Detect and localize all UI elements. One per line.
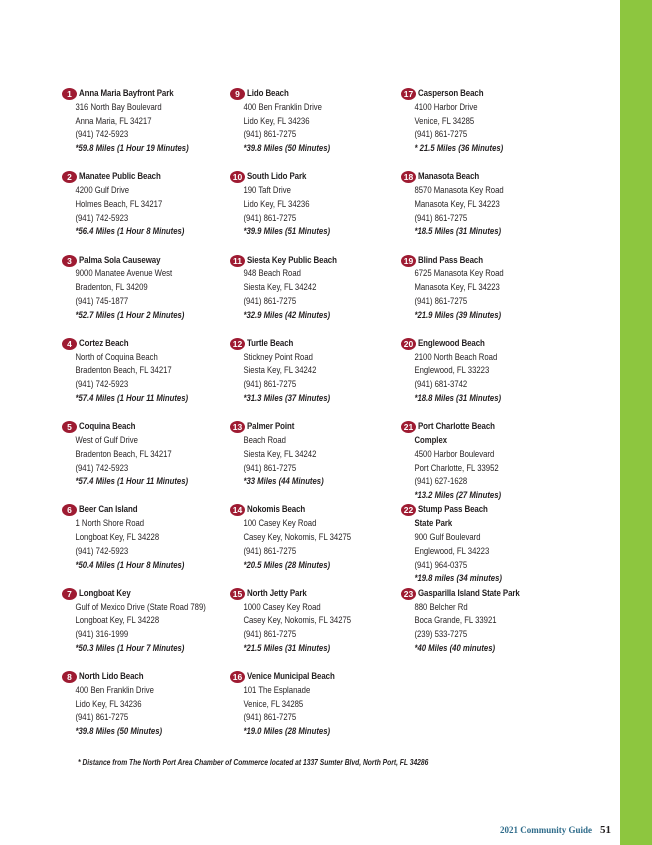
beach-city: Holmes Beach, FL 34217 xyxy=(75,198,163,209)
beach-entry-header xyxy=(62,670,227,684)
beach-entry xyxy=(230,587,395,670)
beach-city: Anna Maria, FL 34217 xyxy=(75,115,152,126)
beach-entry xyxy=(230,337,395,420)
beach-name: Anna Maria Bayfront Park xyxy=(79,88,174,98)
number-badge: 2 xyxy=(62,171,77,183)
beach-city: Bradenton, FL 34209 xyxy=(75,282,148,293)
beach-entry xyxy=(401,337,566,420)
beach-city: Manasota Key, FL 34223 xyxy=(414,198,500,209)
beach-phone: (941) 861-7275 xyxy=(414,129,468,140)
beach-phone: (941) 861-7275 xyxy=(243,379,297,390)
beach-phone: (941) 742-5923 xyxy=(75,545,129,556)
beach-entry-header xyxy=(401,503,566,517)
beach-entry-header xyxy=(230,587,395,601)
beach-name: North Jetty Park xyxy=(247,587,307,598)
beach-city: Lido Key, FL 34236 xyxy=(75,698,142,709)
beach-distance: *19.0 Miles (28 Minutes) xyxy=(243,726,331,737)
beach-address: 9000 Manatee Avenue West xyxy=(75,268,173,279)
number-badge: 6 xyxy=(62,504,77,516)
beach-phone: (941) 861-7275 xyxy=(243,545,297,556)
beach-address: 1 North Shore Road xyxy=(75,518,145,529)
beach-entry-header xyxy=(401,337,566,351)
beach-entry xyxy=(62,337,227,420)
beach-distance: *21.9 Miles (39 Minutes) xyxy=(414,309,502,320)
beach-phone: (941) 627-1628 xyxy=(414,476,468,487)
beach-city: Boca Grande, FL 33921 xyxy=(414,615,497,626)
beach-distance: *52.7 Miles (1 Hour 2 Minutes) xyxy=(75,309,185,320)
beach-address: Beach Road xyxy=(243,434,286,445)
beach-entry xyxy=(62,87,227,170)
beach-address: West of Gulf Drive xyxy=(75,434,138,445)
number-badge: 15 xyxy=(230,588,245,600)
beach-column-3 xyxy=(401,87,566,670)
beach-city: Manasota Key, FL 34223 xyxy=(414,282,500,293)
beach-city: Siesta Key, FL 34242 xyxy=(243,282,317,293)
beach-distance: *33 Miles (44 Minutes) xyxy=(243,476,324,487)
beach-entry-header xyxy=(62,87,227,101)
beach-column-2 xyxy=(230,87,395,753)
beach-name: Nokomis Beach xyxy=(247,504,306,515)
beach-name: South Lido Park xyxy=(247,171,307,182)
beach-address: 2100 North Beach Road xyxy=(414,351,498,362)
page-footer xyxy=(500,824,611,836)
beach-entry-header xyxy=(401,170,566,184)
beach-entry-header xyxy=(62,587,227,601)
beach-name: Manasota Beach xyxy=(418,171,480,182)
beach-entry-header xyxy=(401,254,566,268)
beach-entry xyxy=(401,170,566,253)
number-badge: 17 xyxy=(401,88,416,100)
beach-distance: *18.5 Miles (31 Minutes) xyxy=(414,226,502,237)
beach-address: 101 The Esplanade xyxy=(243,684,311,695)
beach-phone: (941) 964-0375 xyxy=(414,559,468,570)
beach-address: Gulf of Mexico Drive (State Road 789) xyxy=(75,601,206,612)
number-badge: 1 xyxy=(62,88,77,100)
beach-phone: (941) 861-7275 xyxy=(243,295,297,306)
beach-name: Turtle Beach xyxy=(247,337,294,348)
beach-entry xyxy=(401,87,566,170)
number-badge: 5 xyxy=(62,421,77,433)
beach-entry xyxy=(230,503,395,586)
beach-entry xyxy=(62,170,227,253)
beach-address: 400 Ben Franklin Drive xyxy=(243,101,322,112)
beach-address: 948 Beach Road xyxy=(243,268,301,279)
beach-distance: *57.4 Miles (1 Hour 11 Minutes) xyxy=(75,393,189,404)
number-badge: 11 xyxy=(230,255,245,267)
beach-address: 900 Gulf Boulevard xyxy=(414,532,481,543)
beach-phone: (941) 742-5923 xyxy=(75,129,129,140)
beach-distance: *57.4 Miles (1 Hour 11 Minutes) xyxy=(75,476,189,487)
beach-address: 190 Taft Drive xyxy=(243,185,291,196)
beach-name: Port Charlotte Beach xyxy=(418,421,495,432)
beach-phone: (941) 742-5923 xyxy=(75,379,129,390)
beach-entry-header xyxy=(401,587,566,601)
beach-city: Englewood, FL 34223 xyxy=(414,545,490,556)
beach-city: Lido Key, FL 34236 xyxy=(243,115,310,126)
beach-entry xyxy=(62,503,227,586)
beach-city: Siesta Key, FL 34242 xyxy=(243,448,317,459)
beach-name: Englewood Beach xyxy=(418,337,485,348)
beach-distance: *31.3 Miles (37 Minutes) xyxy=(243,393,331,404)
beach-name: Venice Municipal Beach xyxy=(247,671,335,682)
beach-distance: *59.8 Miles (1 Hour 19 Minutes) xyxy=(75,143,189,154)
guide-title: 2021 Community Guide xyxy=(499,825,592,835)
number-badge: 16 xyxy=(230,671,245,683)
beach-name: Beer Can Island xyxy=(79,504,138,515)
beach-address: 400 Ben Franklin Drive xyxy=(75,684,154,695)
beach-address: North of Coquina Beach xyxy=(75,351,158,362)
beach-address: 4200 Gulf Drive xyxy=(75,185,130,196)
beach-entry xyxy=(230,670,395,753)
beach-entry xyxy=(401,587,566,670)
number-badge: 9 xyxy=(230,88,245,100)
beach-city: Casey Key, Nokomis, FL 34275 xyxy=(243,615,352,626)
beach-address: 880 Belcher Rd xyxy=(414,601,468,612)
beach-phone: (941) 681-3742 xyxy=(414,379,468,390)
beach-distance: *40 Miles (40 minutes) xyxy=(414,642,496,653)
beach-city: Venice, FL 34285 xyxy=(243,698,304,709)
beach-city: Casey Key, Nokomis, FL 34275 xyxy=(243,532,352,543)
beach-entry-header xyxy=(230,670,395,684)
number-badge: 20 xyxy=(401,338,416,350)
beach-phone: (239) 533-7275 xyxy=(414,629,468,640)
beach-address: 4500 Harbor Boulevard xyxy=(414,448,495,459)
number-badge: 21 xyxy=(401,421,416,433)
beach-distance: *20.5 Miles (28 Minutes) xyxy=(243,559,331,570)
beach-distance: *50.4 Miles (1 Hour 8 Minutes) xyxy=(75,559,185,570)
beach-entry-header xyxy=(62,254,227,268)
beach-city: Longboat Key, FL 34228 xyxy=(75,615,160,626)
page-number: 51 xyxy=(600,824,611,836)
beach-name-continued: State Park xyxy=(414,518,453,529)
beach-entry-header xyxy=(230,337,395,351)
beach-name: Longboat Key xyxy=(79,587,131,598)
beach-phone: (941) 861-7275 xyxy=(243,462,297,473)
number-badge: 3 xyxy=(62,255,77,267)
beach-distance: *18.8 Miles (31 Minutes) xyxy=(414,393,502,404)
beach-address: Stickney Point Road xyxy=(243,351,313,362)
beach-phone: (941) 316-1999 xyxy=(75,629,129,640)
beach-entry xyxy=(62,254,227,337)
beach-city: Venice, FL 34285 xyxy=(414,115,475,126)
beach-entry xyxy=(230,170,395,253)
beach-entry-header xyxy=(62,337,227,351)
beach-distance: *39.8 Miles (50 Minutes) xyxy=(243,143,331,154)
beach-phone: (941) 861-7275 xyxy=(414,295,468,306)
beach-distance: *21.5 Miles (31 Minutes) xyxy=(243,642,331,653)
beach-phone: (941) 861-7275 xyxy=(414,212,468,223)
beach-entry-header xyxy=(62,170,227,184)
number-badge: 22 xyxy=(401,504,416,516)
number-badge: 8 xyxy=(62,671,77,683)
beach-entry xyxy=(62,587,227,670)
beach-entry-header xyxy=(230,87,395,101)
beach-entry-header xyxy=(401,87,566,101)
beach-entry-header xyxy=(62,420,227,434)
beach-entry-header xyxy=(62,503,227,517)
distance-footnote: * Distance from The North Port Area Chamber of Commerce located at 1337 Sumter Blvd, North Port, FL 34286 xyxy=(78,757,429,767)
beach-distance: *56.4 Miles (1 Hour 8 Minutes) xyxy=(75,226,185,237)
beach-city: Bradenton Beach, FL 34217 xyxy=(75,365,172,376)
number-badge: 18 xyxy=(401,171,416,183)
beach-distance: *50.3 Miles (1 Hour 7 Minutes) xyxy=(75,642,185,653)
beach-distance: *32.9 Miles (42 Minutes) xyxy=(243,309,331,320)
beach-name: Blind Pass Beach xyxy=(418,254,483,265)
number-badge: 10 xyxy=(230,171,245,183)
beach-city: Siesta Key, FL 34242 xyxy=(243,365,317,376)
beach-name: Gasparilla Island State Park xyxy=(418,587,520,598)
number-badge: 7 xyxy=(62,588,77,600)
beach-name: Palma Sola Causeway xyxy=(79,254,161,265)
beach-phone: (941) 745-1877 xyxy=(75,295,129,306)
beach-phone: (941) 742-5923 xyxy=(75,462,129,473)
beach-entry xyxy=(230,420,395,503)
beach-entry xyxy=(62,670,227,753)
beach-city: Port Charlotte, FL 33952 xyxy=(414,462,499,473)
beach-entry-header xyxy=(401,420,566,434)
beach-entry xyxy=(401,503,566,586)
beach-name-continued: Complex xyxy=(414,434,448,445)
beach-name: Cortez Beach xyxy=(79,337,129,348)
beach-distance: *19.8 miles (34 minutes) xyxy=(414,573,502,584)
beach-address: 1000 Casey Key Road xyxy=(243,601,321,612)
beach-distance: *39.8 Miles (50 Minutes) xyxy=(75,726,163,737)
beach-name: Casperson Beach xyxy=(418,88,484,98)
beach-entry xyxy=(230,87,395,170)
beach-name: Lido Beach xyxy=(247,88,289,98)
beach-city: Longboat Key, FL 34228 xyxy=(75,532,160,543)
beach-name: Manatee Public Beach xyxy=(79,171,161,182)
beach-name: Coquina Beach xyxy=(79,421,136,432)
beach-phone: (941) 861-7275 xyxy=(75,712,129,723)
beach-phone: (941) 861-7275 xyxy=(243,712,297,723)
beach-entry xyxy=(401,420,566,503)
beach-column-1 xyxy=(62,87,227,753)
beach-entry-header xyxy=(230,254,395,268)
number-badge: 23 xyxy=(401,588,416,600)
beach-name: Palmer Point xyxy=(247,421,295,432)
beach-name: Siesta Key Public Beach xyxy=(247,254,337,265)
beach-entry-header xyxy=(230,420,395,434)
beach-phone: (941) 861-7275 xyxy=(243,629,297,640)
beach-phone: (941) 742-5923 xyxy=(75,212,129,223)
beach-city: Lido Key, FL 34236 xyxy=(243,198,310,209)
beach-entry-header xyxy=(230,503,395,517)
number-badge: 19 xyxy=(401,255,416,267)
beach-phone: (941) 861-7275 xyxy=(243,129,297,140)
beach-address: 100 Casey Key Road xyxy=(243,518,317,529)
beach-city: Bradenton Beach, FL 34217 xyxy=(75,448,172,459)
beach-address: 6725 Manasota Key Road xyxy=(414,268,504,279)
beach-distance: *39.9 Miles (51 Minutes) xyxy=(243,226,331,237)
beach-entry xyxy=(401,254,566,337)
beach-entry-header xyxy=(230,170,395,184)
number-badge: 14 xyxy=(230,504,245,516)
beach-distance: * 21.5 Miles (36 Minutes) xyxy=(414,143,504,154)
beach-address: 4100 Harbor Drive xyxy=(414,101,478,112)
beach-entry xyxy=(230,254,395,337)
beach-name: North Lido Beach xyxy=(79,671,144,682)
beach-distance: *13.2 Miles (27 Minutes) xyxy=(414,490,502,501)
green-side-bar xyxy=(620,0,652,845)
beach-city: Englewood, FL 33223 xyxy=(414,365,490,376)
number-badge: 4 xyxy=(62,338,77,350)
beach-address: 316 North Bay Boulevard xyxy=(75,101,162,112)
number-badge: 12 xyxy=(230,338,245,350)
beach-entry xyxy=(62,420,227,503)
beach-name: Stump Pass Beach xyxy=(418,504,488,515)
beach-address: 8570 Manasota Key Road xyxy=(414,185,504,196)
number-badge: 13 xyxy=(230,421,245,433)
beach-phone: (941) 861-7275 xyxy=(243,212,297,223)
